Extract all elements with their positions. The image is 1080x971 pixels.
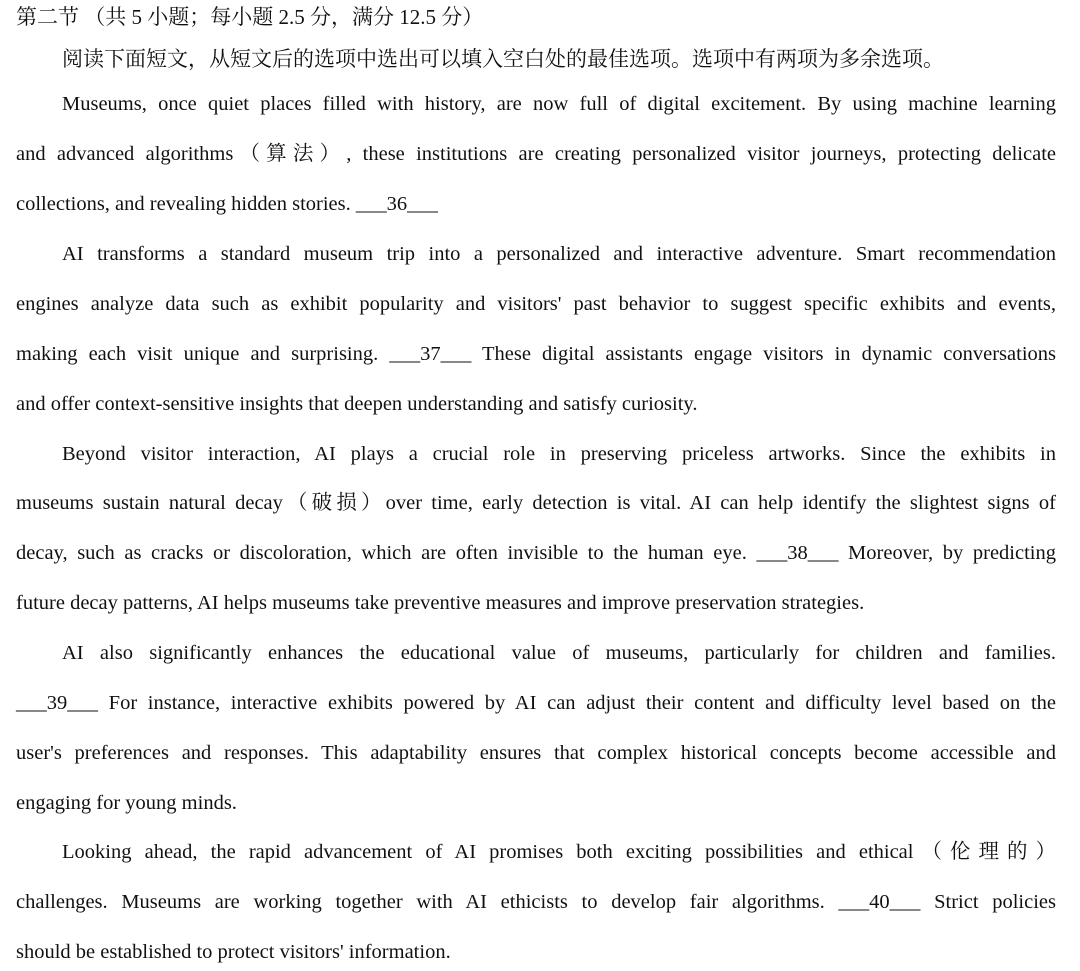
passage-line: should be established to protect visitors' information.	[16, 941, 451, 963]
passage-line: AI also significantly enhances the educational value of museums, particularly for children and families.	[62, 642, 1056, 664]
passage-line: future decay patterns, AI helps museums take preventive measures and improve preservation strategies.	[16, 592, 865, 614]
passage-line: and advanced algorithms（算法）, these institutions are creating personalized visitor journeys, protecting delicate	[16, 143, 1056, 165]
passage-line: Beyond visitor interaction, AI plays a crucial role in preserving priceless artworks. Since the exhibits in	[62, 443, 1056, 465]
passage-line-blank-36: collections, and revealing hidden stories. ___36___	[16, 193, 438, 215]
section-header: 第二节 （共 5 小题；每小题 2.5 分，满分 12.5 分）	[16, 5, 484, 29]
passage-line: user's preferences and responses. This adaptability ensures that complex historical concepts become accessible and	[16, 742, 1056, 764]
passage-line: AI transforms a standard museum trip into a personalized and interactive adventure. Smart recommendation	[62, 243, 1056, 265]
passage-line-blank-37: making each visit unique and surprising. ___37___ These digital assistants engage visitors in dynamic conversations	[16, 343, 1056, 365]
section-instruction: 阅读下面短文，从短文后的选项中选出可以填入空白处的最佳选项。选项中有两项为多余选项。	[62, 47, 944, 71]
passage-line: and offer context-sensitive insights that deepen understanding and satisfy curiosity.	[16, 393, 698, 415]
passage-line: engaging for young minds.	[16, 792, 237, 814]
passage-line-blank-40: challenges. Museums are working together with AI ethicists to develop fair algorithms. ___40___ Strict policies	[16, 891, 1056, 913]
passage-line: Museums, once quiet places filled with history, are now full of digital excitement. By using machine learning	[62, 93, 1056, 115]
passage-line: Looking ahead, the rapid advancement of AI promises both exciting possibilities and ethical（伦理的）	[62, 841, 1056, 863]
passage-line: engines analyze data such as exhibit popularity and visitors' past behavior to suggest specific exhibits and events,	[16, 293, 1056, 315]
passage-line-blank-39: ___39___ For instance, interactive exhibits powered by AI can adjust their content and difficulty level based on the	[16, 692, 1056, 714]
passage-line-blank-38: decay, such as cracks or discoloration, which are often invisible to the human eye. ___38___ Moreover, by predicting	[16, 542, 1056, 564]
passage-line: museums sustain natural decay（破损）over time, early detection is vital. AI can help identify the slightest signs of	[16, 492, 1056, 514]
